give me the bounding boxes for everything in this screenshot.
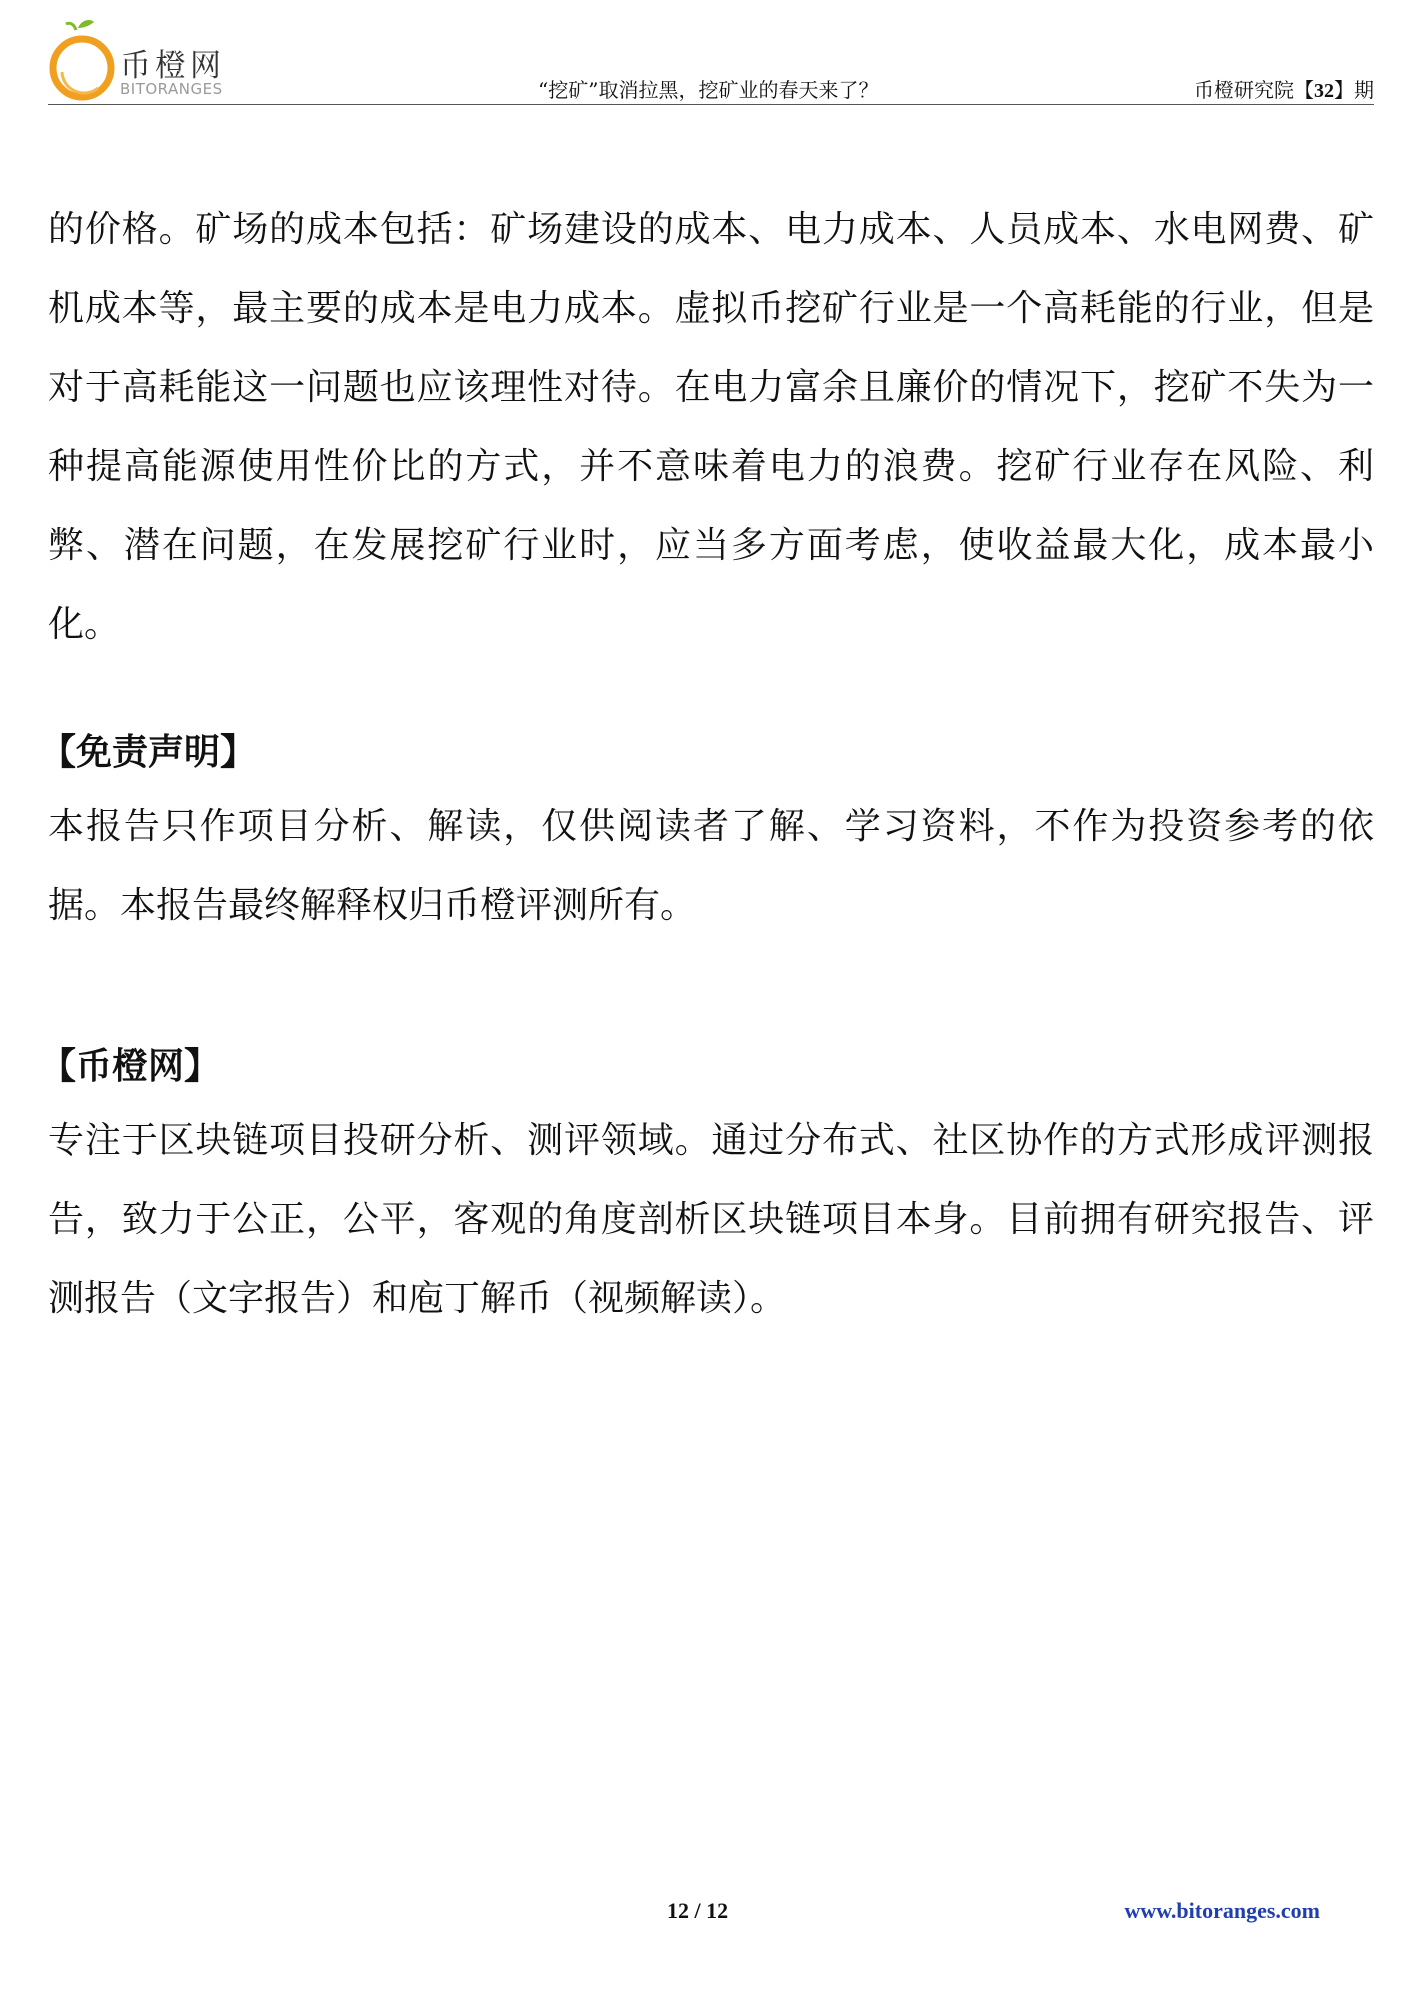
orange-logo-icon — [48, 18, 128, 104]
document-title: “挖矿”取消拉黑，挖矿业的春天来了？ — [538, 78, 879, 102]
page-header — [48, 18, 1374, 104]
disclaimer-section — [40, 723, 1374, 945]
logo-chinese-text: 币橙网 — [120, 48, 225, 84]
bitoranges-logo — [48, 18, 288, 104]
body-paragraph: 的价格。矿场的成本包括：矿场建设的成本、电力成本、人员成本、水电网费、矿机成本等，最主要的成本是电力成本。虚拟币挖矿行业是一个高耗能的行业，但是对于高耗能这一问题也应该理性对待。在电力富余且廉价的情况下，挖矿不失为一种提高能源使用性价比的方式，并不意味着电力的浪费。挖矿行业存在风险、利弊、潜在问题，在发展挖矿行业时，应当多方面考虑，使收益最大化，成本最小化。 — [48, 209, 1374, 645]
disclaimer-text: 本报告只作项目分析、解读，仅供阅读者了解、学习资料，不作为投资参考的依据。本报告最终解释权归币橙评测所有。 — [48, 806, 1374, 926]
website-link[interactable]: www.bitoranges.com — [1124, 1898, 1320, 1923]
about-heading: 【币橙网】 — [40, 1046, 221, 1087]
body-text — [48, 190, 1374, 664]
header-divider — [48, 104, 1374, 105]
about-text: 专注于区块链项目投研分析、测评领域。通过分布式、社区协作的方式形成评测报告，致力于公正，公平，客观的角度剖析区块链项目本身。目前拥有研究报告、评测报告（文字报告）和庖丁解币（视频解读）。 — [48, 1120, 1374, 1319]
issue-number: 32 — [1314, 80, 1334, 102]
disclaimer-heading: 【免责声明】 — [40, 732, 257, 773]
issue-label — [1194, 74, 1374, 103]
page-number: 12 / 12 — [667, 1898, 729, 1923]
issue-suffix: 】期 — [1334, 78, 1374, 102]
issue-prefix: 币橙研究院【 — [1194, 78, 1314, 102]
logo-english-text: BITORANGES — [120, 80, 223, 98]
about-section — [40, 1037, 1374, 1338]
